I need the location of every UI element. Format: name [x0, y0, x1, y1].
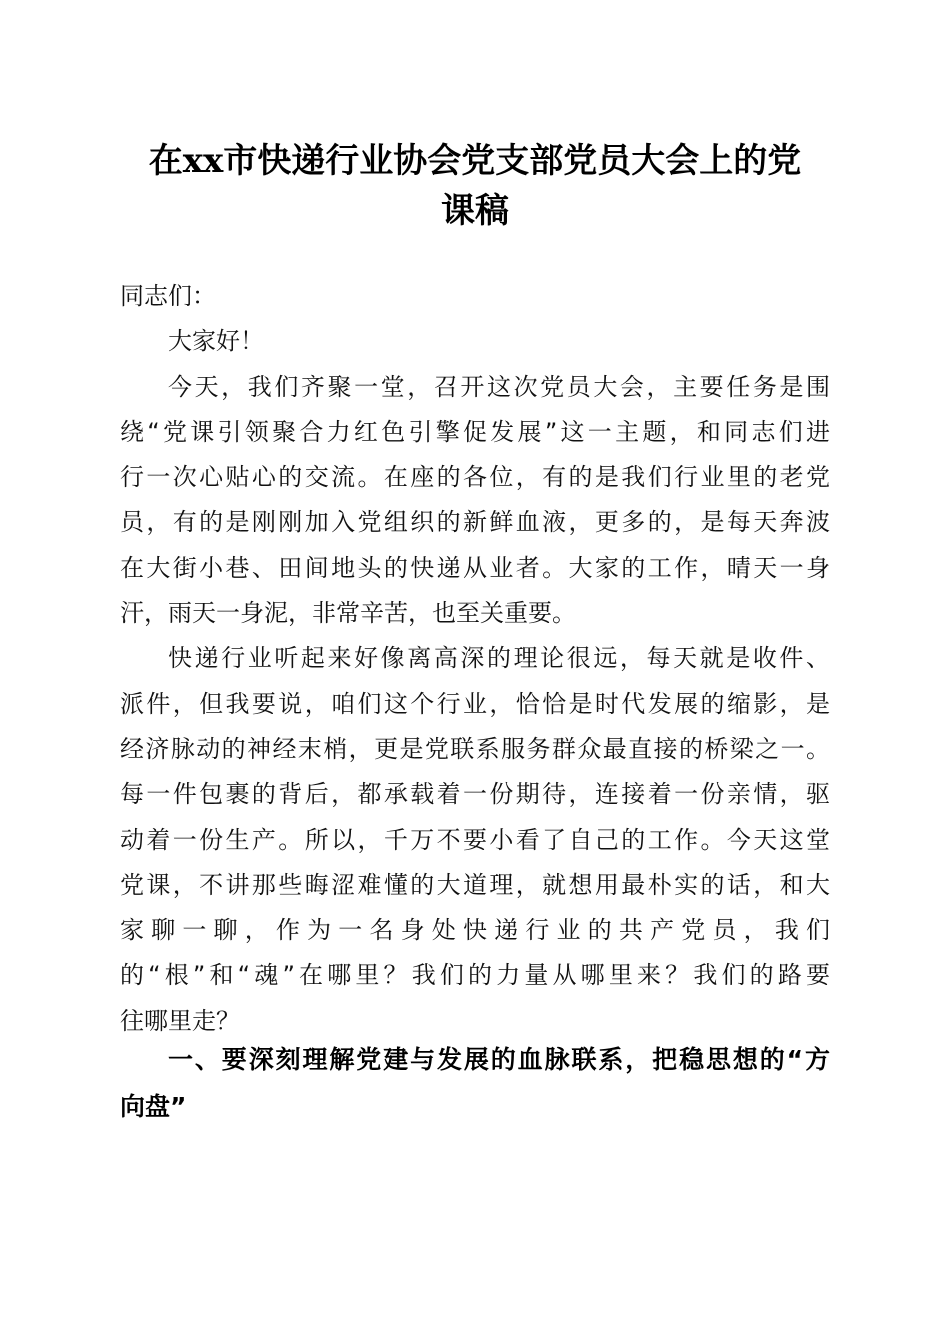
document-body: [120, 274, 830, 1044]
paragraph-line: 的“根”和“魂”在哪里？我们的力量从哪里来？我们的路要: [120, 961, 830, 990]
paragraph-line: 往哪里走？: [120, 1006, 240, 1035]
paragraph-line: 派件，但我要说，咱们这个行业，恰恰是时代发展的缩影，是: [120, 689, 830, 718]
paragraph-line: 经济脉动的神经末梢，更是党联系服务群众最直接的桥梁之一。: [120, 734, 830, 763]
salutation: 同志们：: [120, 282, 216, 310]
paragraph-line: 动着一份生产。所以，千万不要小看了自己的工作。今天这堂: [120, 825, 830, 854]
title-line: 课稿: [441, 191, 509, 231]
section-heading: [120, 1036, 830, 1130]
title-line: 在xx市快递行业协会党支部党员大会上的党: [148, 141, 802, 181]
paragraph-line: 每一件包裹的背后，都承载着一份期待，连接着一份亲情，驱: [120, 780, 830, 809]
greeting: 大家好！: [168, 327, 264, 356]
paragraph-intro: [120, 365, 830, 637]
paragraph-line: 家聊一聊，作为一名身处快递行业的共产党员，我们: [120, 916, 830, 945]
paragraph-line: 党课，不讲那些晦涩难懂的大道理，就想用最朴实的话，和大: [120, 870, 830, 899]
paragraph-line: 行一次心贴心的交流。在座的各位，有的是我们行业里的老党: [120, 463, 830, 492]
heading-line: 一、要深刻理解党建与发展的血脉联系，把稳思想的“方: [168, 1045, 830, 1074]
paragraph-line: 今天，我们齐聚一堂，召开这次党员大会，主要任务是围: [168, 372, 830, 401]
heading-line: 向盘”: [120, 1092, 187, 1121]
paragraph-line: 快递行业听起来好像离高深的理论很远，每天就是收件、: [168, 644, 830, 673]
paragraph-line: 员，有的是刚刚加入党组织的新鲜血液，更多的，是每天奔波: [120, 508, 830, 537]
paragraph-line: 绕“党课引领聚合力红色引擎促发展”这一主题，和同志们进: [120, 417, 830, 446]
paragraph-industry: [120, 636, 830, 1044]
document-title: [0, 136, 950, 236]
paragraph-line: 汗，雨天一身泥，非常辛苦，也至关重要。: [120, 599, 576, 628]
paragraph-line: 在大街小巷、田间地头的快递从业者。大家的工作，晴天一身: [120, 553, 830, 582]
